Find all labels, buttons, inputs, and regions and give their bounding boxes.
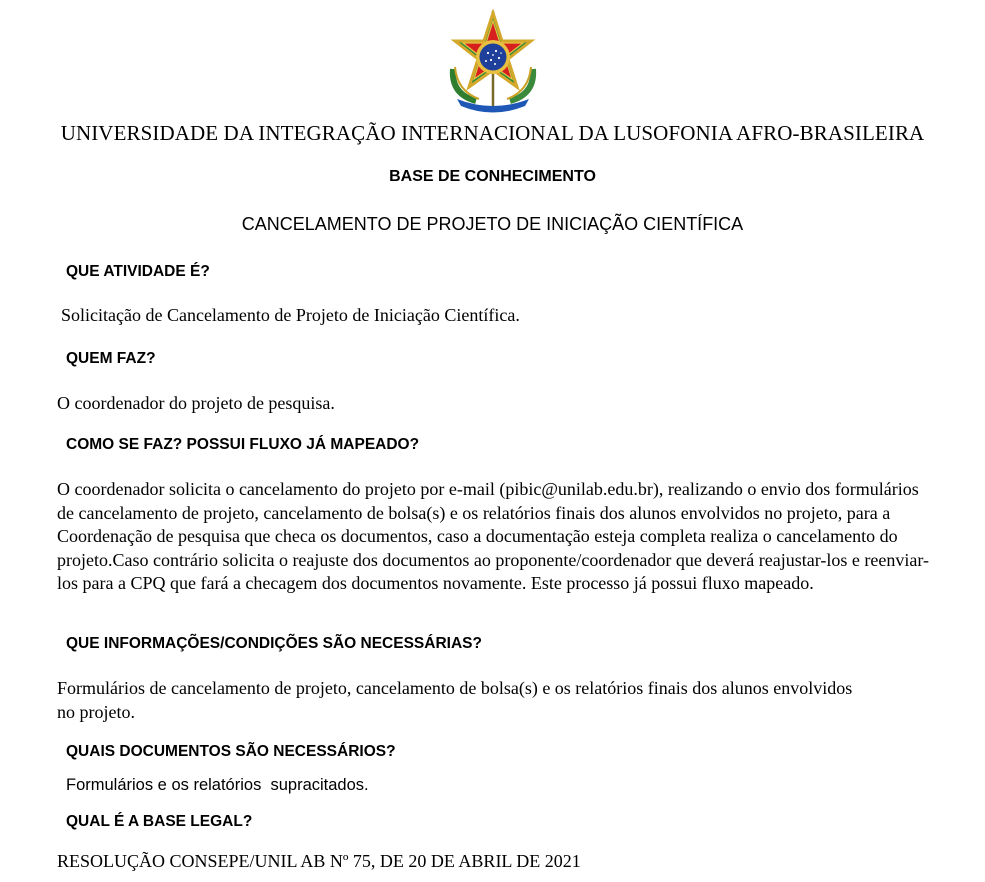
- question-what-activity: QUE ATIVIDADE É?: [66, 263, 210, 280]
- answer-how-done: O coordenador solicita o cancelamento do projeto por e-mail (pibic@unilab.edu.br), realizando o envio dos formulários de cancelamento de projeto, cancelamento de bolsa(s) e os relatórios finais dos alunos envolvidos no projeto, para a Coordenação de pesquisa que checa os documentos, caso a documentação esteja completa realiza o cancelamento do projeto.Caso contrário solicita o reajuste dos documentos ao proponente/coordenador que deverá reajustar-los e reenviar-los para a CPQ que fará a checagem dos documentos novamente. Este processo já possui fluxo mapeado.: [57, 479, 929, 593]
- question-who-does: QUEM FAZ?: [66, 350, 156, 367]
- page-title: CANCELAMENTO DE PROJETO DE INICIAÇÃO CIENTÍFICA: [241, 214, 744, 234]
- answer-documents: Formulários e os relatórios supracitados.: [66, 776, 369, 794]
- university-name: UNIVERSIDADE DA INTEGRAÇÃO INTERNACIONAL DA LUSOFONIA AFRO-BRASILEIRA: [60, 121, 925, 145]
- answer-legal-basis: RESOLUÇÃO CONSEPE/UNIL AB Nº 75, DE 20 DE ABRIL DE 2021: [57, 851, 581, 871]
- coat-of-arms-icon: [441, 9, 545, 113]
- question-how-done: COMO SE FAZ? POSSUI FLUXO JÁ MAPEADO?: [66, 436, 420, 453]
- answer-what-activity: Solicitação de Cancelamento de Projeto de Iniciação Científica.: [61, 305, 520, 325]
- question-legal-basis: QUAL É A BASE LEGAL?: [66, 813, 253, 830]
- section-heading: BASE DE CONHECIMENTO: [389, 168, 596, 185]
- answer-who-does: O coordenador do projeto de pesquisa.: [57, 393, 335, 413]
- question-documents: QUAIS DOCUMENTOS SÃO NECESSÁRIOS?: [66, 743, 396, 760]
- question-conditions: QUE INFORMAÇÕES/CONDIÇÕES SÃO NECESSÁRIAS?: [66, 635, 482, 652]
- answer-conditions: Formulários de cancelamento de projeto, cancelamento de bolsa(s) e os relatórios finais dos alunos envolvidos no projeto.: [57, 678, 853, 722]
